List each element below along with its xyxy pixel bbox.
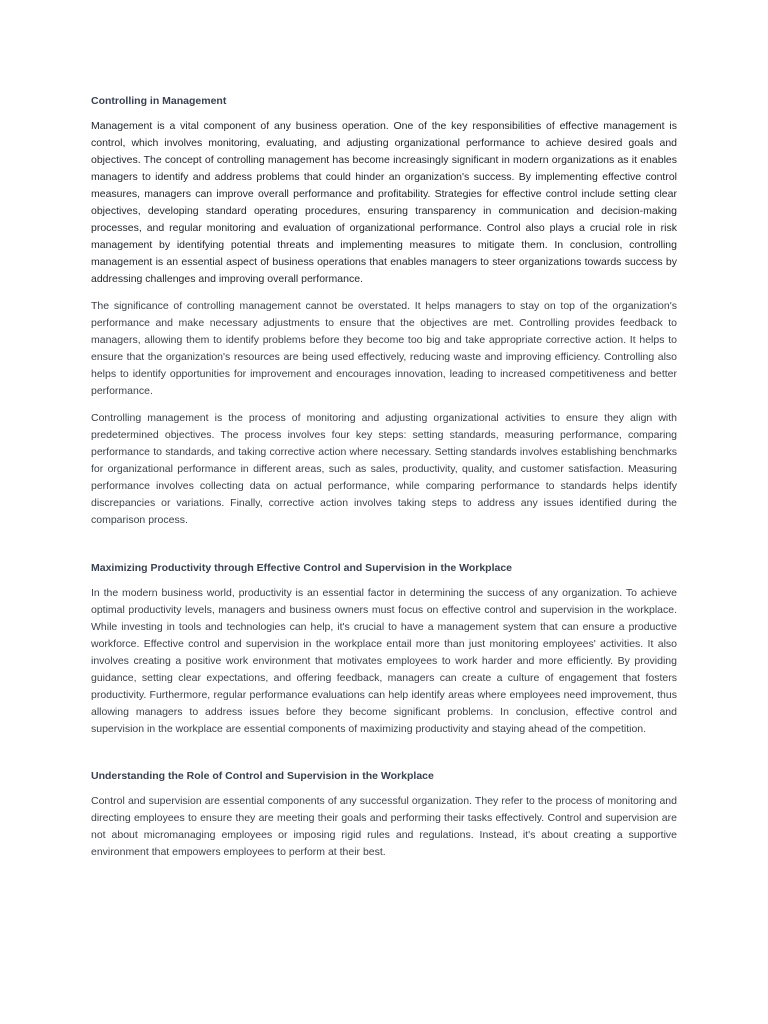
section-spacer <box>91 539 677 560</box>
paragraph: In the modern business world, productivity is an essential factor in determining the success of any organization. To achieve optimal productivity levels, managers and business owners must focus on effective control and supervision in the workplace. While investing in tools and technologies can help, it's crucial to have a management system that can ensure a productive workforce. Effective control and supervision in the workplace entail more than just monitoring employees' activities. It also involves creating a positive work environment that motivates employees to work harder and more efficiently. By providing guidance, setting clear expectations, and offering feedback, managers can create a culture of engagement that fosters productivity. Furthermore, regular performance evaluations can help identify areas where employees need improvement, thus allowing managers to address issues before they become significant problems. In conclusion, effective control and supervision in the workplace are essential components of maximizing productivity and staying ahead of the competition. <box>91 587 677 735</box>
document-body <box>91 93 677 871</box>
section-spacer <box>91 748 677 768</box>
section-heading-understanding-control-supervision: Understanding the Role of Control and Supervision in the Workplace <box>91 770 434 782</box>
paragraph: Management is a vital component of any business operation. One of the key responsibilities of effective management is control, which involves monitoring, evaluating, and adjusting organizational performance to achieve desired goals and objectives. The concept of controlling management has become increasingly significant in modern organizations as it enables managers to identify and address problems that could hinder an organization's success. By implementing effective control measures, managers can improve overall performance and profitability. Strategies for effective control include setting clear objectives, developing standard operating procedures, ensuring transparency in communication and decision-making processes, and regular monitoring and evaluation of organizational performance. Control also plays a crucial role in risk management by identifying potential threats and implementing measures to mitigate them. In conclusion, controlling management is an essential aspect of business operations that enables managers to steer organizations towards success by addressing challenges and improving overall performance. <box>91 120 677 285</box>
paragraph: The significance of controlling management cannot be overstated. It helps managers to stay on top of the organization's performance and make necessary adjustments to ensure that the objectives are met. Controlling provides feedback to managers, allowing them to identify problems before they become too big and take appropriate corrective action. It helps to ensure that the organization's resources are being used effectively, reducing waste and improving efficiency. Controlling also helps to identify opportunities for improvement and encourages innovation, leading to increased competitiveness and better performance. <box>91 300 677 397</box>
section-heading-maximizing-productivity: Maximizing Productivity through Effective Control and Supervision in the Workplace <box>91 562 513 574</box>
paragraph: Controlling management is the process of monitoring and adjusting organizational activities to ensure they align with predetermined objectives. The process involves four key steps: setting standards, measuring performance, comparing performance to standards, and taking corrective action where necessary. Setting standards involves establishing benchmarks for organizational performance in different areas, such as sales, productivity, quality, and customer satisfaction. Measuring performance involves collecting data on actual performance, while comparing performance to standards helps identify discrepancies or variations. Finally, corrective action involves taking steps to address any issues identified during the comparison process. <box>91 412 677 526</box>
section-heading-controlling-in-management: Controlling in Management <box>91 95 227 107</box>
paragraph: Control and supervision are essential components of any successful organization. They refer to the process of monitoring and directing employees to ensure they are meeting their goals and performing their tasks effectively. Control and supervision are not about micromanaging employees or imposing rigid rules and regulations. Instead, it's about creating a supportive environment that empowers employees to perform at their best. <box>91 795 677 858</box>
